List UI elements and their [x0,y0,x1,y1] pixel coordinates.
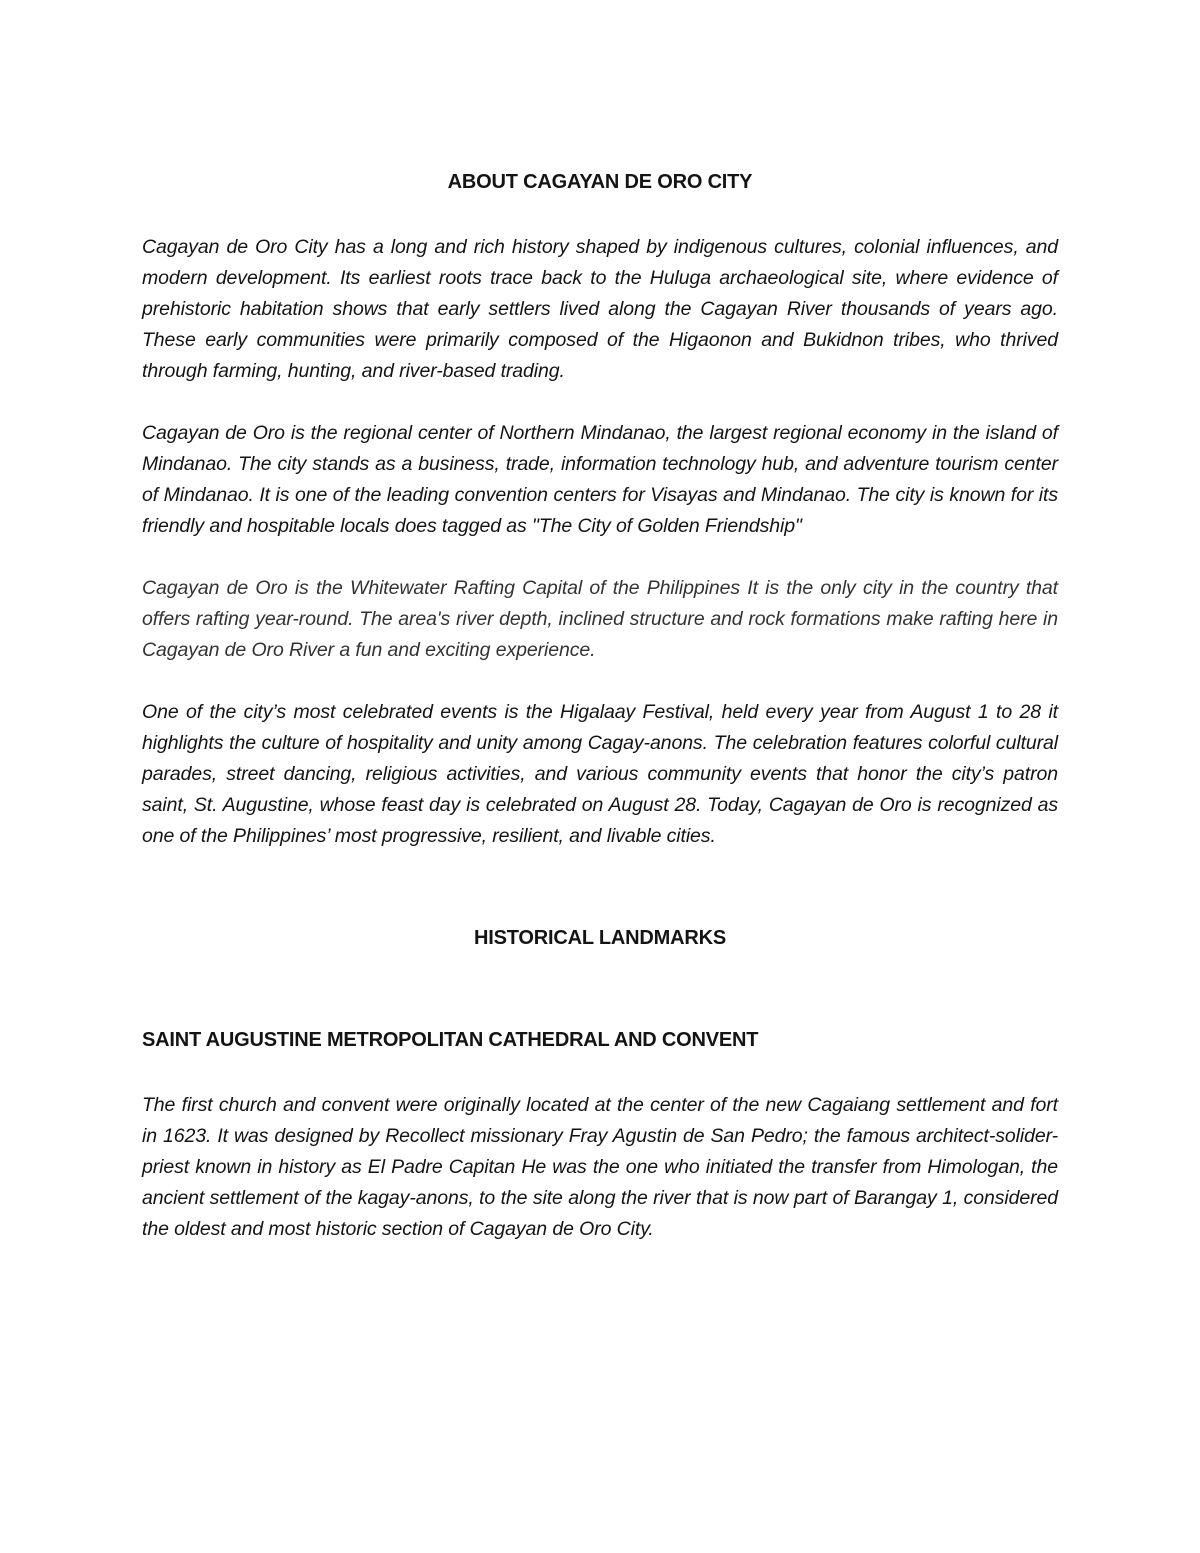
paragraph-regional-center: Cagayan de Oro is the regional center of Northern Mindanao, the largest regional economy in the island of Mindanao. The city stands as a business, trade, information technology hub, and adventure tourism center of Mindanao. It is one of the leading convention centers for Visayas and Mindanao. The city is known for its friendly and hospitable locals does tagged as "The City of Golden Friendship" [142,422,1058,537]
paragraph-whitewater-rafting: Cagayan de Oro is the Whitewater Rafting Capital of the Philippines It is the only city in the country that offers rafting year-round. The area's river depth, inclined structure and rock formations make rafting here in Cagayan de Oro River a fun and exciting experience. [142,577,1058,661]
document-body [142,166,1058,1245]
paragraph-history: Cagayan de Oro City has a long and rich history shaped by indigenous cultures, colonial influences, and modern development. Its earliest roots trace back to the Huluga archaeological site, where evidence of prehistoric habitation shows that early settlers lived along the Cagayan River thousands of years ago. These early communities were primarily composed of the Higaonon and Bukidnon tribes, who thrived through farming, hunting, and river-based trading. [142,236,1058,382]
paragraph-higalaay-festival: One of the city’s most celebrated events is the Higalaay Festival, held every year from August 1 to 28 it highlights the culture of hospitality and unity among Cagay-anons. The celebration features colorful cultural parades, street dancing, religious activities, and various community events that honor the city’s patron saint, St. Augustine, whose feast day is celebrated on August 28. Today, Cagayan de Oro is recognized as one of the Philippines’ most progressive, resilient, and livable cities. [142,701,1058,847]
heading-historical-landmarks: HISTORICAL LANDMARKS [474,927,726,949]
heading-cathedral: SAINT AUGUSTINE METROPOLITAN CATHEDRAL AND CONVENT [142,1029,759,1051]
heading-about-city: ABOUT CAGAYAN DE ORO CITY [447,171,753,193]
paragraph-cathedral-history: The first church and convent were originally located at the center of the new Cagaiang settlement and fort in 1623. It was designed by Recollect missionary Fray Agustin de San Pedro; the famous architect-solider-priest known in history as El Padre Capitan He was the one who initiated the transfer from Himologan, the ancient settlement of the kagay-anons, to the site along the river that is now part of Barangay 1, considered the oldest and most historic section of Cagayan de Oro City. [142,1094,1058,1240]
